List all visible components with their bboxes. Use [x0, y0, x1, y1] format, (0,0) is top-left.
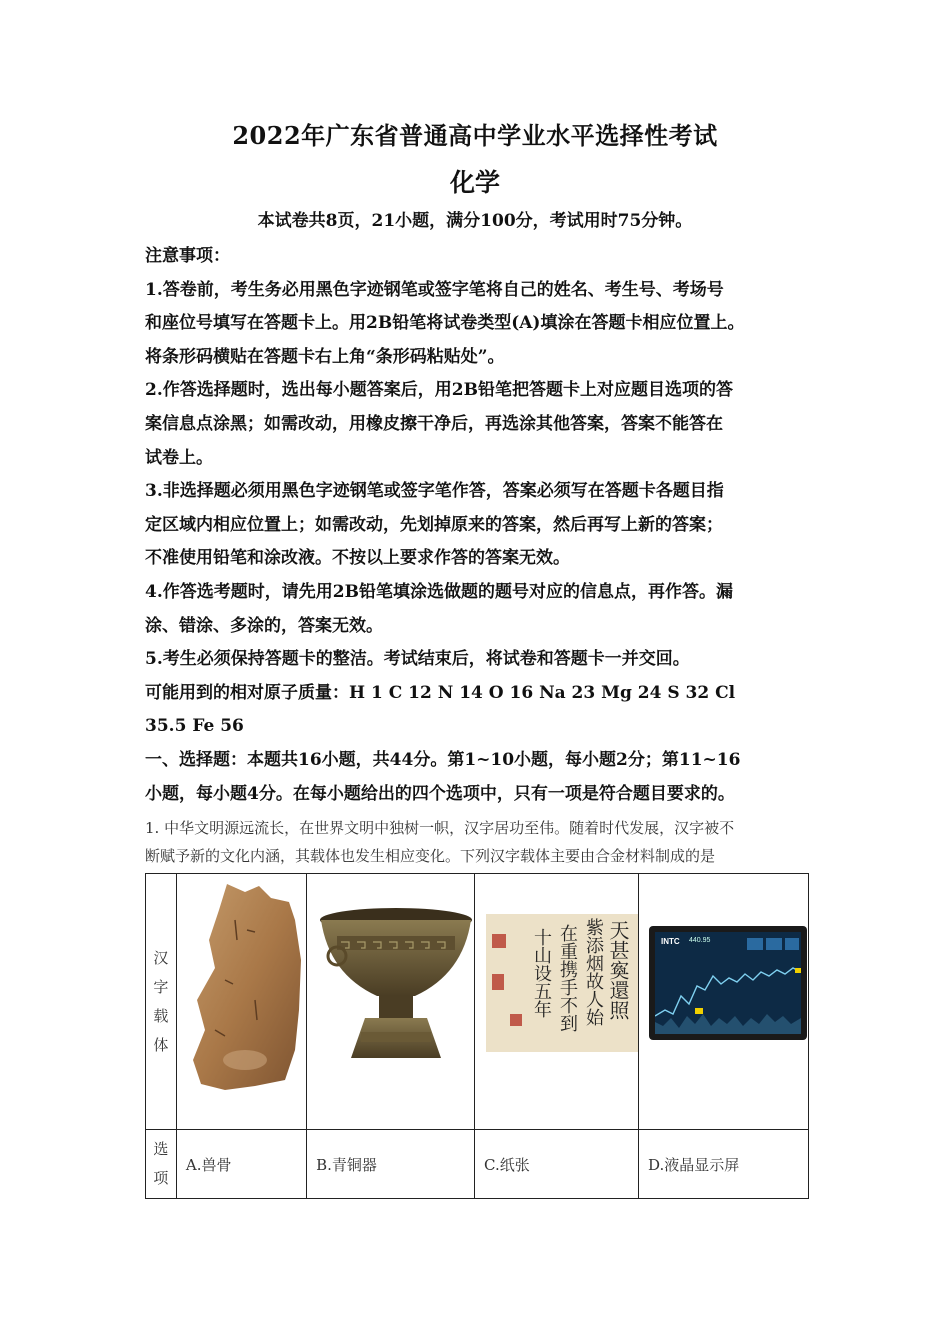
question-line: 1. 中华文明源远流长，在世界文明中独树一帜，汉字居功至伟。随着时代发展，汉字被不	[145, 819, 735, 837]
option-c: C.纸张	[475, 1130, 639, 1199]
image-cell-screen	[639, 874, 809, 1130]
image-cell-bone	[176, 874, 306, 1130]
calligraphy-column: 紫添烟故人始	[583, 918, 605, 1026]
notes-line: 可能用到的相对原子质量：H 1 C 12 N 14 O 16 Na 23 Mg 24 S 32 Cl	[145, 682, 736, 703]
notes-line: 4.作答选考题时，请先用2B铅笔填涂选做题的题号对应的信息点，再作答。漏	[145, 581, 733, 602]
notes-line: 小题，每小题4分。在每小题给出的四个选项中，只有一项是符合题目要求的。	[145, 783, 735, 804]
row-head-char: 选	[153, 1140, 169, 1158]
row-head-char: 载	[153, 1006, 169, 1025]
bronze-vessel-image	[317, 904, 475, 1062]
row-head-option	[146, 1130, 177, 1199]
image-cell-paper	[475, 874, 639, 1130]
notes-line: 1.答卷前，考生务必用黑色字迹钢笔或签字笔将自己的姓名、考生号、考场号	[145, 279, 724, 300]
screen-tile	[747, 938, 763, 950]
option-a: A.兽骨	[176, 1130, 306, 1199]
exam-title: 2022年广东省普通高中学业水平选择性考试	[232, 121, 718, 150]
notes-line: 试卷上。	[145, 447, 213, 468]
option-d: D.液晶显示屏	[639, 1130, 809, 1199]
notes-heading: 注意事项：	[145, 246, 230, 266]
exam-info: 本试卷共8页，21小题，满分100分，考试用时75分钟。	[257, 211, 693, 231]
seal-stamp-icon	[492, 974, 504, 990]
notes-line: 不准使用铅笔和涂改液。不按以上要求作答的答案无效。	[145, 548, 570, 569]
seal-stamp-icon	[510, 1014, 522, 1026]
row-head-char: 字	[153, 977, 169, 996]
screen-tile	[785, 938, 799, 950]
notes-line: 案信息点涂黑；如需改动，用橡皮擦干净后，再选涂其他答案，答案不能答在	[145, 413, 723, 434]
notes-line: 3.非选择题必须用黑色字迹钢笔或签字笔作答，答案必须写在答题卡各题目指	[145, 481, 724, 502]
row-head-char: 体	[153, 1035, 169, 1054]
row-head-char: 项	[153, 1169, 169, 1187]
calligraphy-column: 天甚寏還照	[606, 920, 631, 1020]
seal-stamp-icon	[492, 934, 506, 948]
calligraphy-column: 在重携手不到	[557, 924, 579, 1032]
option-b: B.青铜器	[307, 1130, 475, 1199]
notes-line: 定区域内相应位置上；如需改动，先划掉原来的答案，然后再写上新的答案；	[145, 514, 723, 535]
question-line: 断赋予新的文化内涵，其载体也发生相应变化。下列汉字载体主要由合金材料制成的是	[145, 847, 716, 865]
calligraphy-image	[486, 914, 638, 1052]
screen-display	[655, 932, 801, 1034]
image-cell-bronze	[307, 874, 475, 1130]
notes-line: 将条形码横贴在答题卡右上角“条形码粘贴处”。	[145, 346, 505, 367]
question-1-stem	[145, 814, 810, 870]
row-head-char: 汉	[153, 948, 169, 967]
notes-line: 2.作答选择题时，选出每小题答案后，用2B铅笔把答题卡上对应题目选项的答	[145, 380, 733, 401]
notes-section	[145, 240, 810, 811]
subject-title: 化学	[449, 168, 500, 197]
notes-line: 一、选择题：本题共16小题，共44分。第1~10小题，每小题2分；第11~16	[145, 749, 741, 770]
option-row	[146, 1130, 809, 1199]
screen-ticker: INTC	[661, 937, 680, 946]
lcd-screen-image	[649, 926, 807, 1040]
row-head-carrier	[146, 874, 177, 1130]
carrier-table	[145, 873, 809, 1199]
notes-line: 35.5 Fe 56	[145, 716, 244, 737]
notes-line: 5.考生必须保持答题卡的整洁。考试结束后，将试卷和答题卡一并交回。	[145, 649, 690, 670]
stock-chart-graphic	[655, 956, 801, 1034]
calligraphy-column: 十山设五年	[531, 928, 553, 1018]
screen-tile	[766, 938, 782, 950]
oracle-bone-image	[185, 880, 303, 1092]
image-row	[146, 874, 809, 1130]
notes-line: 和座位号填写在答题卡上。用2B铅笔将试卷类型(A)填涂在答题卡相应位置上。	[145, 313, 745, 334]
screen-price: 440.95	[689, 937, 711, 944]
notes-line: 涂、错涂、多涂的，答案无效。	[145, 615, 383, 636]
